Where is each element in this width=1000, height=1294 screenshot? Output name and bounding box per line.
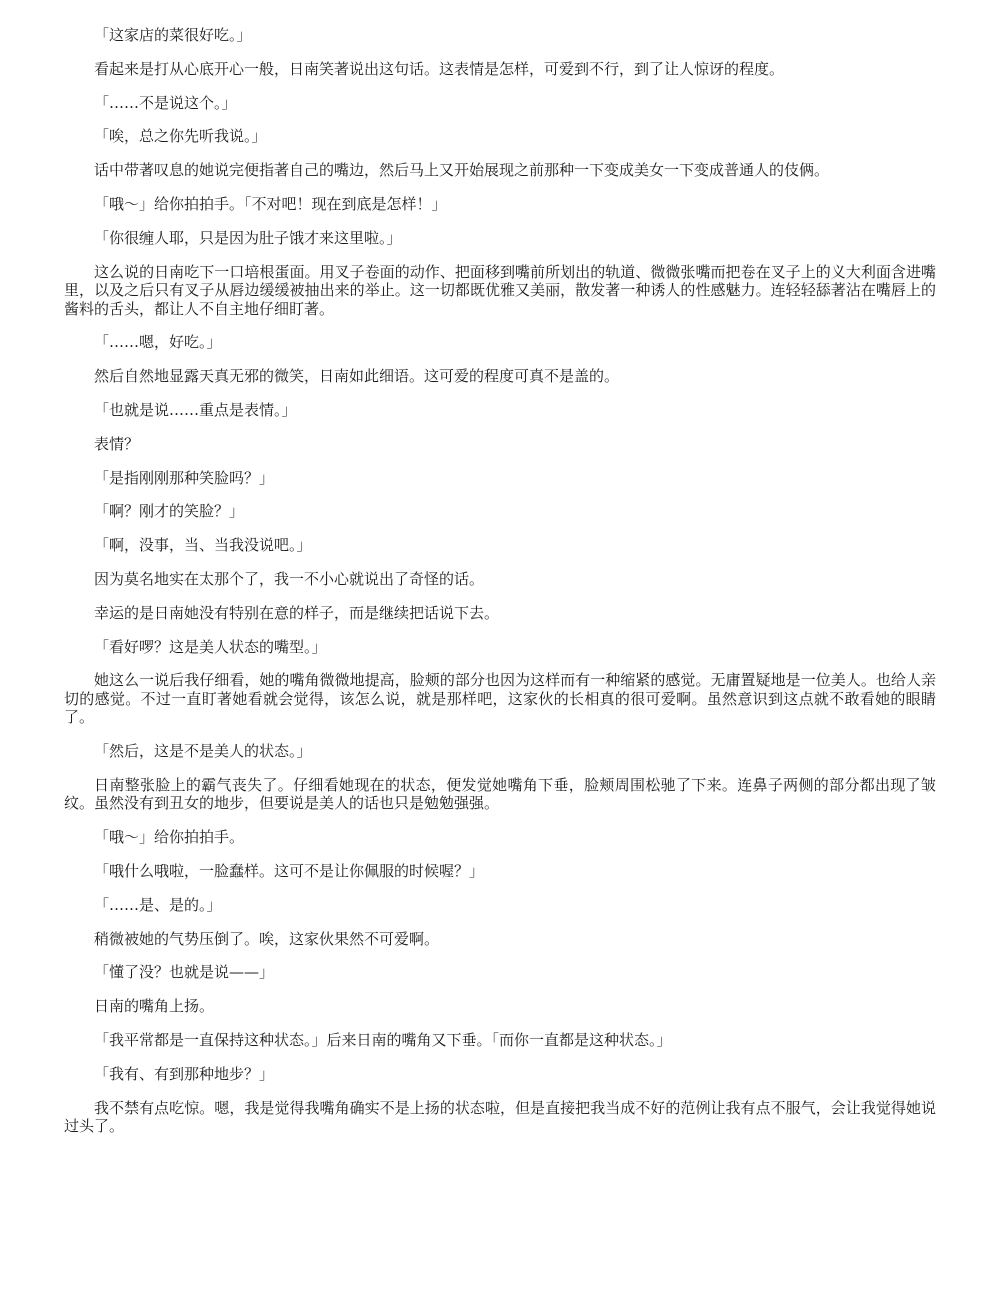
paragraph: 「看好啰？这是美人状态的嘴型。」 <box>94 637 327 656</box>
paragraph: 看起来是打从心底开心一般，日南笑著说出这句话。这表情是怎样，可爱到不行，到了让人惊讶的程度。 <box>94 59 785 78</box>
paragraph: 幸运的是日南她没有特别在意的样子，而是继续把话说下去。 <box>94 603 500 622</box>
paragraph: 「懂了没？也就是说——」 <box>94 963 275 982</box>
paragraph: 表情？ <box>94 434 140 453</box>
paragraph: 话中带著叹息的她说完便指著自己的嘴边，然后马上又开始展现之前那种一下变成美女一下变成普通人的伎俩。 <box>94 161 830 180</box>
paragraph: 「也就是说……重点是表情。」 <box>94 400 297 419</box>
paragraph: 「然后，这是不是美人的状态。」 <box>94 742 312 761</box>
paragraph: 「啊，没事，当、当我没说吧。」 <box>94 536 312 555</box>
paragraph: 日南整张脸上的霸气丧失了。仔细看她现在的状态，便发觉她嘴角下垂，脸颊周围松驰了下来。连鼻子两侧的部分都出现了皱纹。虽然没有到丑女的地步，但要说是美人的话也只是勉勉强强。 <box>64 775 936 813</box>
paragraph: 「唉，总之你先听我说。」 <box>94 127 267 146</box>
paragraph: 她这么一说后我仔细看，她的嘴角微微地提高，脸颊的部分也因为这样而有一种缩紧的感觉。无庸置疑地是一位美人。也给人亲切的感觉。不过一直盯著她看就会觉得，该怎么说，就是那样吧，这家伙的长相真的很可爱啊。虽然意识到这点就不敢看她的眼睛了。 <box>64 671 936 727</box>
paragraph: 「……嗯，好吃。」 <box>94 333 222 352</box>
paragraph: 「啊？刚才的笑脸？」 <box>94 502 245 521</box>
paragraph: 日南的嘴角上扬。 <box>94 997 215 1016</box>
paragraph: 我不禁有点吃惊。嗯，我是觉得我嘴角确实不是上扬的状态啦，但是直接把我当成不好的范例让我有点不服气，会让我觉得她说过头了。 <box>64 1098 936 1136</box>
paragraph: 「你很缠人耶，只是因为肚子饿才来这里啦。」 <box>94 228 402 247</box>
paragraph: 「我平常都是一直保持这种状态。」后来日南的嘴角又下垂。「而你一直都是这种状态。」 <box>94 1031 672 1050</box>
paragraph: 「我有、有到那种地步？」 <box>94 1064 275 1083</box>
paragraph: 「是指刚刚那种笑脸吗？」 <box>94 468 275 487</box>
paragraph: 「这家店的菜很好吃。」 <box>94 26 252 44</box>
paragraph: 「哦～」给你拍拍手。「不对吧！现在到底是怎样！」 <box>94 194 447 213</box>
paragraph: 「哦～」给你拍拍手。 <box>94 828 245 847</box>
paragraph: 「……不是说这个。」 <box>94 93 237 112</box>
paragraph: 然后自然地显露天真无邪的微笑，日南如此细语。这可爱的程度可真不是盖的。 <box>94 367 620 386</box>
paragraph: 「……是、是的。」 <box>94 895 222 914</box>
paragraph: 这么说的日南吃下一口培根蛋面。用叉子卷面的动作、把面移到嘴前所划出的轨道、微微张嘴而把卷在叉子上的义大利面含进嘴里，以及之后只有叉子从唇边缓缓被抽出来的举止。这一切都既优雅又美丽，散发著一种诱人的性感魅力。连轻轻舔著沾在嘴唇上的酱料的舌头，都让人不自主地仔细盯著。 <box>64 262 936 318</box>
paragraph: 「哦什么哦啦，一脸蠢样。这可不是让你佩服的时候喔？」 <box>94 862 485 881</box>
paragraph: 稍微被她的气势压倒了。唉，这家伙果然不可爱啊。 <box>94 929 440 948</box>
paragraph: 因为莫名地实在太那个了，我一不小心就说出了奇怪的话。 <box>94 569 485 588</box>
